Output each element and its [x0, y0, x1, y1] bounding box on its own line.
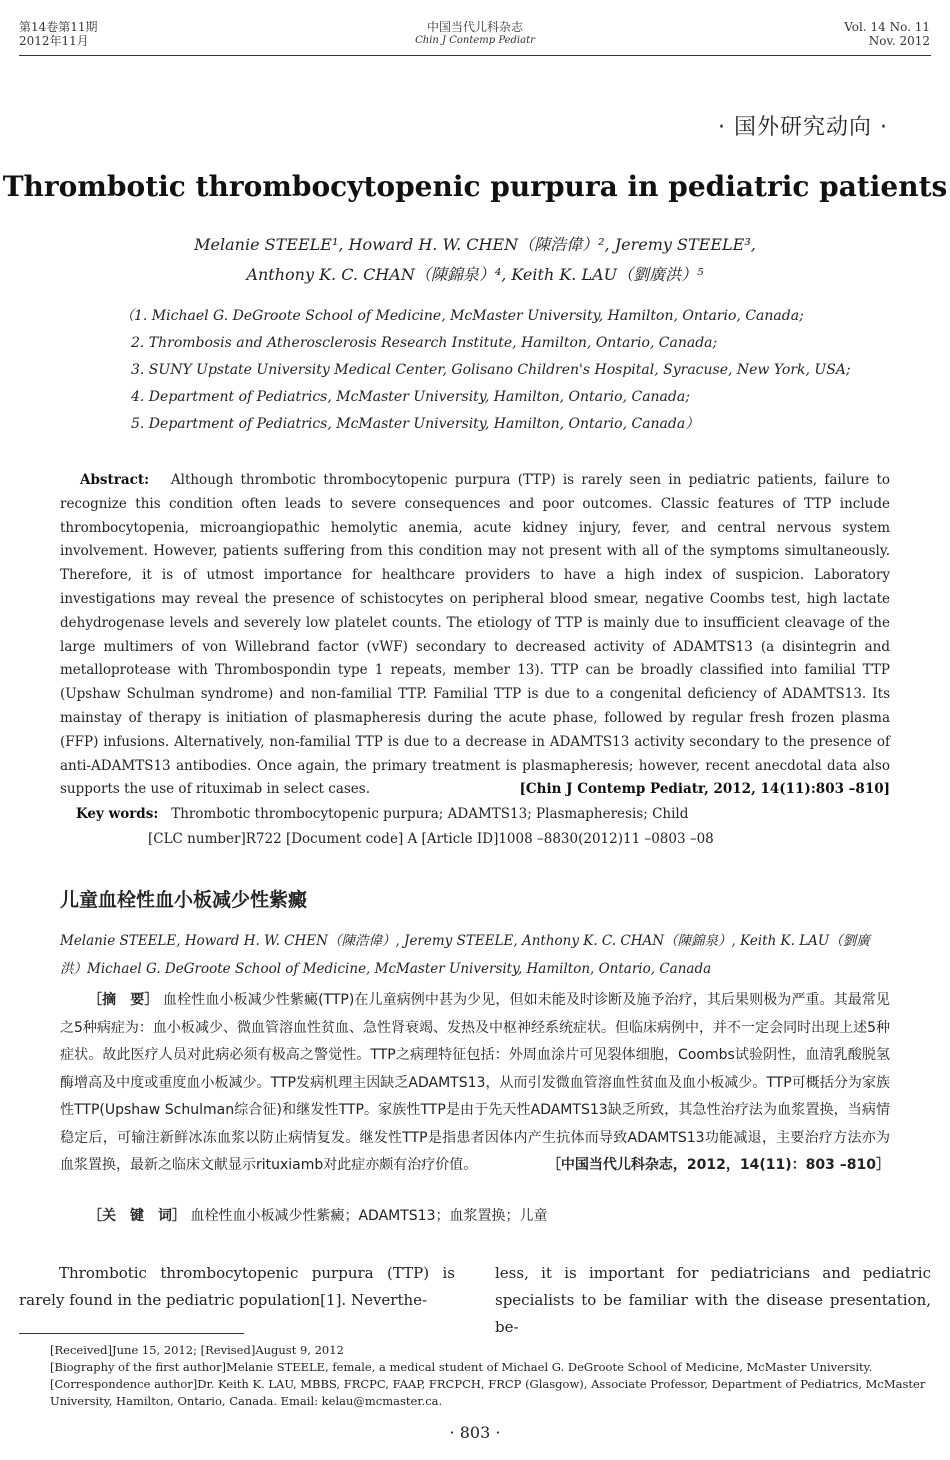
footnote-correspondence: [Correspondence author]Dr. Keith K. LAU, MBBS, FRCPC, FAAP, FRCPCH, FRCP (Glasgow), Associate Professor, Department of Pediatrics, McMaster University, Hamilton, Ontario, Canada. Email: kelau@mcmaster.ca.	[50, 1377, 926, 1408]
journal-name-cn: 中国当代儿科杂志	[426, 20, 523, 34]
footnote-received: [Received]June 15, 2012; [Revised]August 9, 2012	[50, 1343, 344, 1357]
cn-abstract-label: ［摘 要］	[88, 992, 159, 1008]
abstract-label: Abstract:	[80, 472, 150, 488]
abstract-text: Although thrombotic thrombocytopenic purpura (TTP) is rarely seen in pediatric patients, failure to recognize this condition often leads to severe consequences and poor outcomes. Classic features of TTP include thrombocytopenia, microangiopathic hemolytic anemia, acute kidney injury, fever, and central nervous system involvement. However, patients suffering from this condition may not present with all of the symptoms simultaneously. Therefore, it is of utmost importance for healthcare providers to have a high index of suspicion. Laboratory investigations may reveal the presence of schistocytes on peripheral blood smear, negative Coombs test, high lactate dehydrogenase levels and severely low platelet counts. The etiology of TTP is mainly due to insufficient cleavage of the large multimers of von Willebrand factor (vWF) secondary to decreased activity of ADAMTS13 (a disintegrin and metalloprotease with Thrombospondin type 1 repeats, member 13). TTP can be broadly classified into familial TTP (Upshaw Schulman syndrome) and non-familial TTP. Familial TTP is due to a congenital deficiency of ADAMTS13. Its mainstay of therapy is initiation of plasmapheresis during the acute phase, followed by regular fresh frozen plasma (FFP) infusions. Alternatively, non-familial TTP is due to a decrease in ADAMTS13 activity secondary to the presence of anti-ADAMTS13 antibodies. Once again, the primary treatment is plasmapheresis; however, recent anecdotal data also supports the use of rituximab in select cases.	[60, 472, 890, 798]
article-title: Thrombotic thrombocytopenic purpura in pediatric patients	[2, 170, 948, 203]
cn-abstract-citation: ［中国当代儿科杂志，2012，14(11)：803 –810］	[546, 1157, 890, 1173]
running-header-right	[844, 20, 930, 48]
volume-issue-en: Vol. 14 No. 11	[844, 20, 930, 34]
keywords	[60, 803, 890, 827]
journal-name-en: Chin J Contemp Pediatr	[415, 35, 535, 46]
cn-keywords-text: 血栓性血小板减少性紫癜；ADAMTS13；血浆置换；儿童	[190, 1208, 548, 1224]
abstract	[60, 469, 890, 802]
author-line-1: Melanie STEELE¹, Howard H. W. CHEN（陳浩偉）², Jeremy STEELE³,	[194, 235, 756, 254]
keywords-text: Thrombotic thrombocytopenic purpura; ADAMTS13; Plasmapheresis; Child	[171, 806, 689, 822]
affiliation-1: （1. Michael G. DeGroote School of Medicine, McMaster University, Hamilton, Ontario, Canada;	[120, 308, 804, 324]
cn-abstract	[60, 987, 890, 1180]
running-header-center	[0, 20, 950, 48]
body-column-left: Thrombotic thrombocytopenic purpura (TTP) is rarely found in the pediatric population[1]. Neverthe-	[19, 1264, 455, 1309]
cn-title: 儿童血栓性血小板减少性紫癜	[60, 889, 308, 911]
cn-authors: Melanie STEELE, Howard H. W. CHEN（陳浩偉）, Jeremy STEELE, Anthony K. C. CHAN（陳錦泉）, Keith K. LAU（劉廣洪）Michael G. DeGroote School of Medicine, McMaster University, Hamilton, Ontario, Canada	[60, 933, 870, 977]
author-line-2: Anthony K. C. CHAN（陳錦泉）⁴, Keith K. LAU（劉廣洪）⁵	[246, 265, 704, 284]
cn-keywords-label: ［关 键 词］	[88, 1208, 186, 1224]
volume-issue-cn: 第14卷第11期	[19, 20, 98, 34]
affiliation-2: 2. Thrombosis and Atherosclerosis Research Institute, Hamilton, Ontario, Canada;	[131, 335, 718, 351]
header-divider	[19, 55, 931, 56]
page-number: · 803 ·	[449, 1423, 501, 1442]
abstract-citation: [Chin J Contemp Pediatr, 2012, 14(11):803 –810]	[519, 781, 890, 798]
date-en: Nov. 2012	[868, 34, 930, 48]
cn-keywords	[60, 1203, 890, 1231]
footnote-divider	[19, 1333, 244, 1334]
section-label: · 国外研究动向 ·	[718, 115, 888, 140]
affiliation-3: 3. SUNY Upstate University Medical Center, Golisano Children's Hospital, Syracuse, New York, USA;	[131, 362, 851, 378]
body-column-right: less, it is important for pediatricians and pediatric specialists to be familiar with the disease presentation, be-	[495, 1264, 931, 1336]
date-cn: 2012年11月	[19, 34, 89, 48]
footnote-biography: [Biography of the first author]Melanie STEELE, female, a medical student of Michael G. DeGroote School of Medicine, McMaster University.	[50, 1360, 873, 1374]
cn-abstract-text: 血栓性血小板减少性紫癜(TTP)在儿童病例中甚为少见，但如未能及时诊断及施予治疗，其后果则极为严重。其最常见之5种病症为：血小板减少、微血管溶血性贫血、急性肾衰竭、发热及中枢神经系统症状。但临床病例中，并不一定会同时出现上述5种症状。故此医疗人员对此病必须有极高之警觉性。TTP之病理特征包括：外周血涂片可见裂体细胞，Coombs试验阴性，血清乳酸脱氢酶增高及中度或重度血小板减少。TTP发病机理主因缺乏ADAMTS13，从而引发微血管溶血性贫血及血小板减少。TTP可概括分为家族性TTP(Upshaw Schulman综合征)和继发性TTP。家族性TTP是由于先天性ADAMTS13缺乏所致，其急性治疗法为血浆置换，当病情稳定后，可输注新鲜冰冻血浆以防止病情复发。继发性TTP是指患者因体内产生抗体而导致ADAMTS13功能减退，主要治疗方法亦为血浆置换，最新之临床文献显示rituxiamb对此症亦颇有治疗价值。	[60, 992, 890, 1173]
affiliation-4: 4. Department of Pediatrics, McMaster University, Hamilton, Ontario, Canada;	[131, 389, 690, 405]
keywords-label: Key words:	[76, 806, 159, 822]
article-identifiers: [CLC number]R722 [Document code] A [Article ID]1008 –8830(2012)11 –0803 –08	[148, 831, 714, 847]
affiliation-5: 5. Department of Pediatrics, McMaster University, Hamilton, Ontario, Canada）	[131, 416, 700, 432]
